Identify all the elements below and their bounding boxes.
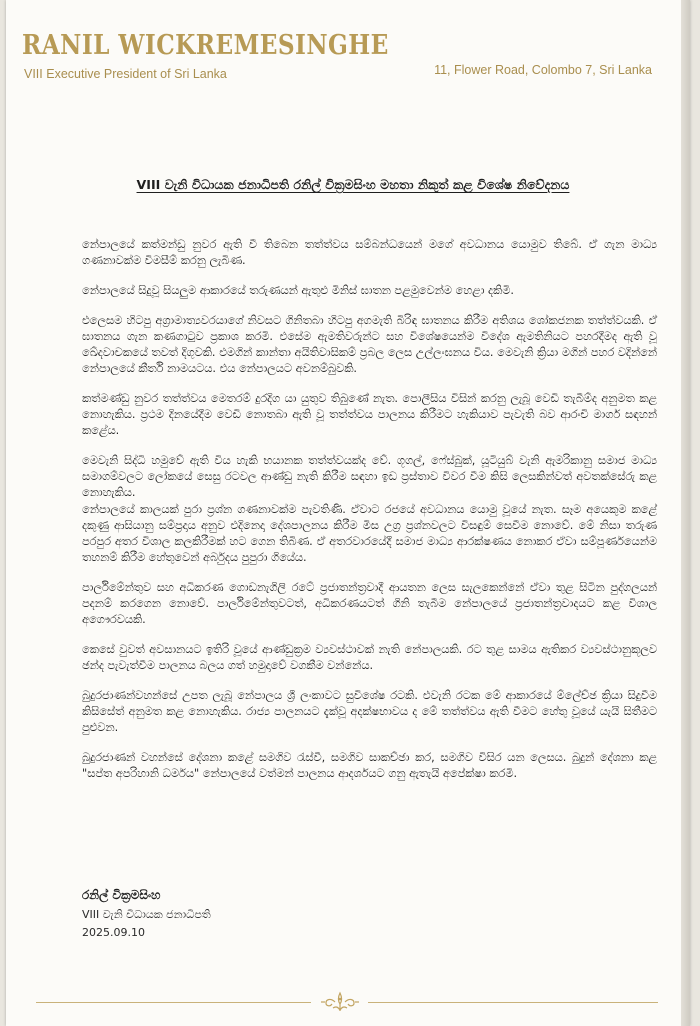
paragraph-2: නේපාලයේ සිදුවූ සියලුම ආකාරයේ තරුණයන් ඇතුළු මිනිස් ඝාතන පළමුවෙන්ම හෙළා දකිමි. (82, 284, 514, 297)
paragraph-1: නේපාලයේ කත්මන්ඩු නුවර ඇති වී තිබෙන තත්ත්වය සම්බන්ධයෙන් මගේ අවධානය යොමුව තිබේ. ඒ ගැන මාධ්‍ය ගණනාවක්ම විමසීම් කරනු ලැබිණ. (82, 238, 657, 267)
paragraph-9: බුදුරජාණන්වහන්සේ උපත ලැබූ නේපාලය ශ්‍රී ලංකාවට සුවිශේෂ රටකි. එවැනි රටක මේ ආකාරයේ ම්ලේච්ඡ ක්‍රියා සිදුවීම කිසිසේත් අනුමත කළ නොහැකිය. රාජ්‍ය පාලනයට දැක්වූ අදක්ෂභාවය ද මේ තත්ත්වය ඇති වීමට හේතු වූයේ යැයි සිතීමට පුළුවන. (82, 689, 657, 734)
letterhead-title: VIII Executive President of Sri Lanka (24, 67, 227, 81)
document-date: 2025.09.10 (82, 926, 145, 939)
letter-page (6, 0, 690, 1026)
paragraph-3: එලෙසම හිටපු අග්‍රාමාත්‍යවරයාගේ නිවසට ගිනිතබා හිටපු අගමැති බිරිඳ ඝාතනය කිරීම අතිශය ශෝකජනක තත්ත්වයකි. ඒ ඝාතනය ගැන කණගාටුව ප්‍රකාශ කරමි. එසේම ඇමතිවරුන්ට සහ විශේෂයෙන්ම විදේශ ඇමතිනියට පහරදීමද ඇති වූ ඛේදවාචකයේ තවත් දිගුවකි. එමගින් කාන්තා අයිතිවාසිකම් ප්‍රබල ලෙස උල්ලංඝනය විය. මෙවැනි ක්‍රියා මගින් පහර වදින්නේ නේපාලයේ කීර්ති නාමයටය. එය නේපාලයට අවනම්බුවකි. (82, 314, 657, 375)
document-title: VIII වැනි විධායක ජනාධිපති රනිල් වික්‍රමසිංහ මහතා නිකුත් කළ විශේෂ නිවේදනය (136, 177, 570, 192)
paragraph-4: කත්මණ්ඩු නුවර තත්ත්වය මෙතරම් දුරදිග යා යුතුව තිබුණේ නැත. පොලීසිය විසින් කරනු ලැබූ වෙඩි තැබීම්ද අනුමත කළ නොහැකිය. ප්‍රථම දිනයේදීම වෙඩි නොතබා ඇති වූ තත්ත්වය පාලනය කිරීමට හැකියාව පැවැති බව ආරංචි මාර්ග සඳහන් කළේය. (82, 392, 657, 437)
paragraph-10: බුදුරජාණන් වහන්සේ දේශනා කළේ සමගිව රැස්වී, සමගිව සාකච්ඡා කර, සමගිව විසිර යන ලෙසය. බුදුන් දේශනා කළ "සප්ත අපරිහානි ධර්මය" නේපාලයේ වත්මන් පාලනය ආදර්ශයට ගනු ඇතැයි අපේක්ෂා කරමි. (82, 751, 657, 780)
paragraph-5: මෙවැනි සිද්ධි හමුවේ ඇති විය හැකි භයානක තත්ත්වයක්ද වේ. ගූගල්, ෆේස්බුක්, යූටියුබ් වැනි ඇමරිකානු සමාජ මාධ්‍ය සමාගම්වලට ලෝකයේ සෙසු රටවල ආණ්ඩු නැති කිරීම සඳහා ඉඩ ප්‍රස්තාව විවර වීම කිසි ලෙසකින්වත් අවතක්සේරු කළ නොහැකිය. (82, 454, 657, 499)
signatory-role: VIII වැනි විධායක ජනාධිපති (82, 908, 211, 921)
paragraph-7: පාර්ලිමේන්තුව සහ අධිකරණ ගොඩනැගිලි රටේ ප්‍රජාතන්ත්‍රවාදී ආයතන ලෙස සැලකෙන්නේ ඒවා තුළ සිටින පුද්ගලයන් පදනම් කරගෙන නොවේ. පාර්ලිමේන්තුවටත්, අධිකරණයටත් ගිනි තැබීම නේපාලයේ ප්‍රජාතන්ත්‍රවාදයට කළ විශාල අගෞරවයකි. (82, 581, 657, 626)
signature-block (82, 888, 211, 939)
footer-ornament-icon (319, 990, 361, 1014)
letterhead-name: RANIL WICKREMESINGHE (22, 30, 389, 61)
document-body (82, 237, 657, 782)
letterhead-address: 11, Flower Road, Colombo 7, Sri Lanka (434, 63, 652, 77)
footer-rule-right (368, 1002, 658, 1003)
paragraph-6: නේපාලයේ කාලයක් පුරා ප්‍රශ්න ගණනාවක්ම පැවතිණි. ඒවාට රජයේ අවධානය යොමු වූයේ නැත. සෑම අයෙකුම කළේ දකුණු ආසියානු සම්ප්‍රදාය අනුව එදිනෙදා දේශපාලනය කිරීම මිස උග්‍ර ප්‍රශ්නවලට විසඳුම් සෙවීම නොවේ. මේ නිසා තරුණ පරපුර අතර විශාල කලකිරීමක් හට ගෙන තිබිණ. ඒ අතරවාරයේදී සමාජ මාධ්‍ය ආරක්ෂණය නොකර ඒවා සම්පූර්ණයෙන්ම තහනම් කිරීම හේතුවෙන් අර්බුදය පුපුරා ගියේය. (82, 503, 657, 564)
page-edge-shadow (681, 0, 690, 1026)
paragraph-8: කෙසේ වුවත් අවසානයට ඉතිරි වූයේ ආණ්ඩුක්‍රම ව්‍යවස්ථාවක් නැති නේපාලයකි. රට තුළ සාමය ඇතිකර ව්‍යවස්ථානුකූලව ඡන්ද පැවැත්වීම පාලනය බලය ගත් හමුදාවේ වගකීම වන්නේය. (82, 643, 657, 672)
footer-rule-left (36, 1002, 311, 1003)
signatory-name: රනිල් වික්‍රමසිංහ (82, 888, 161, 902)
